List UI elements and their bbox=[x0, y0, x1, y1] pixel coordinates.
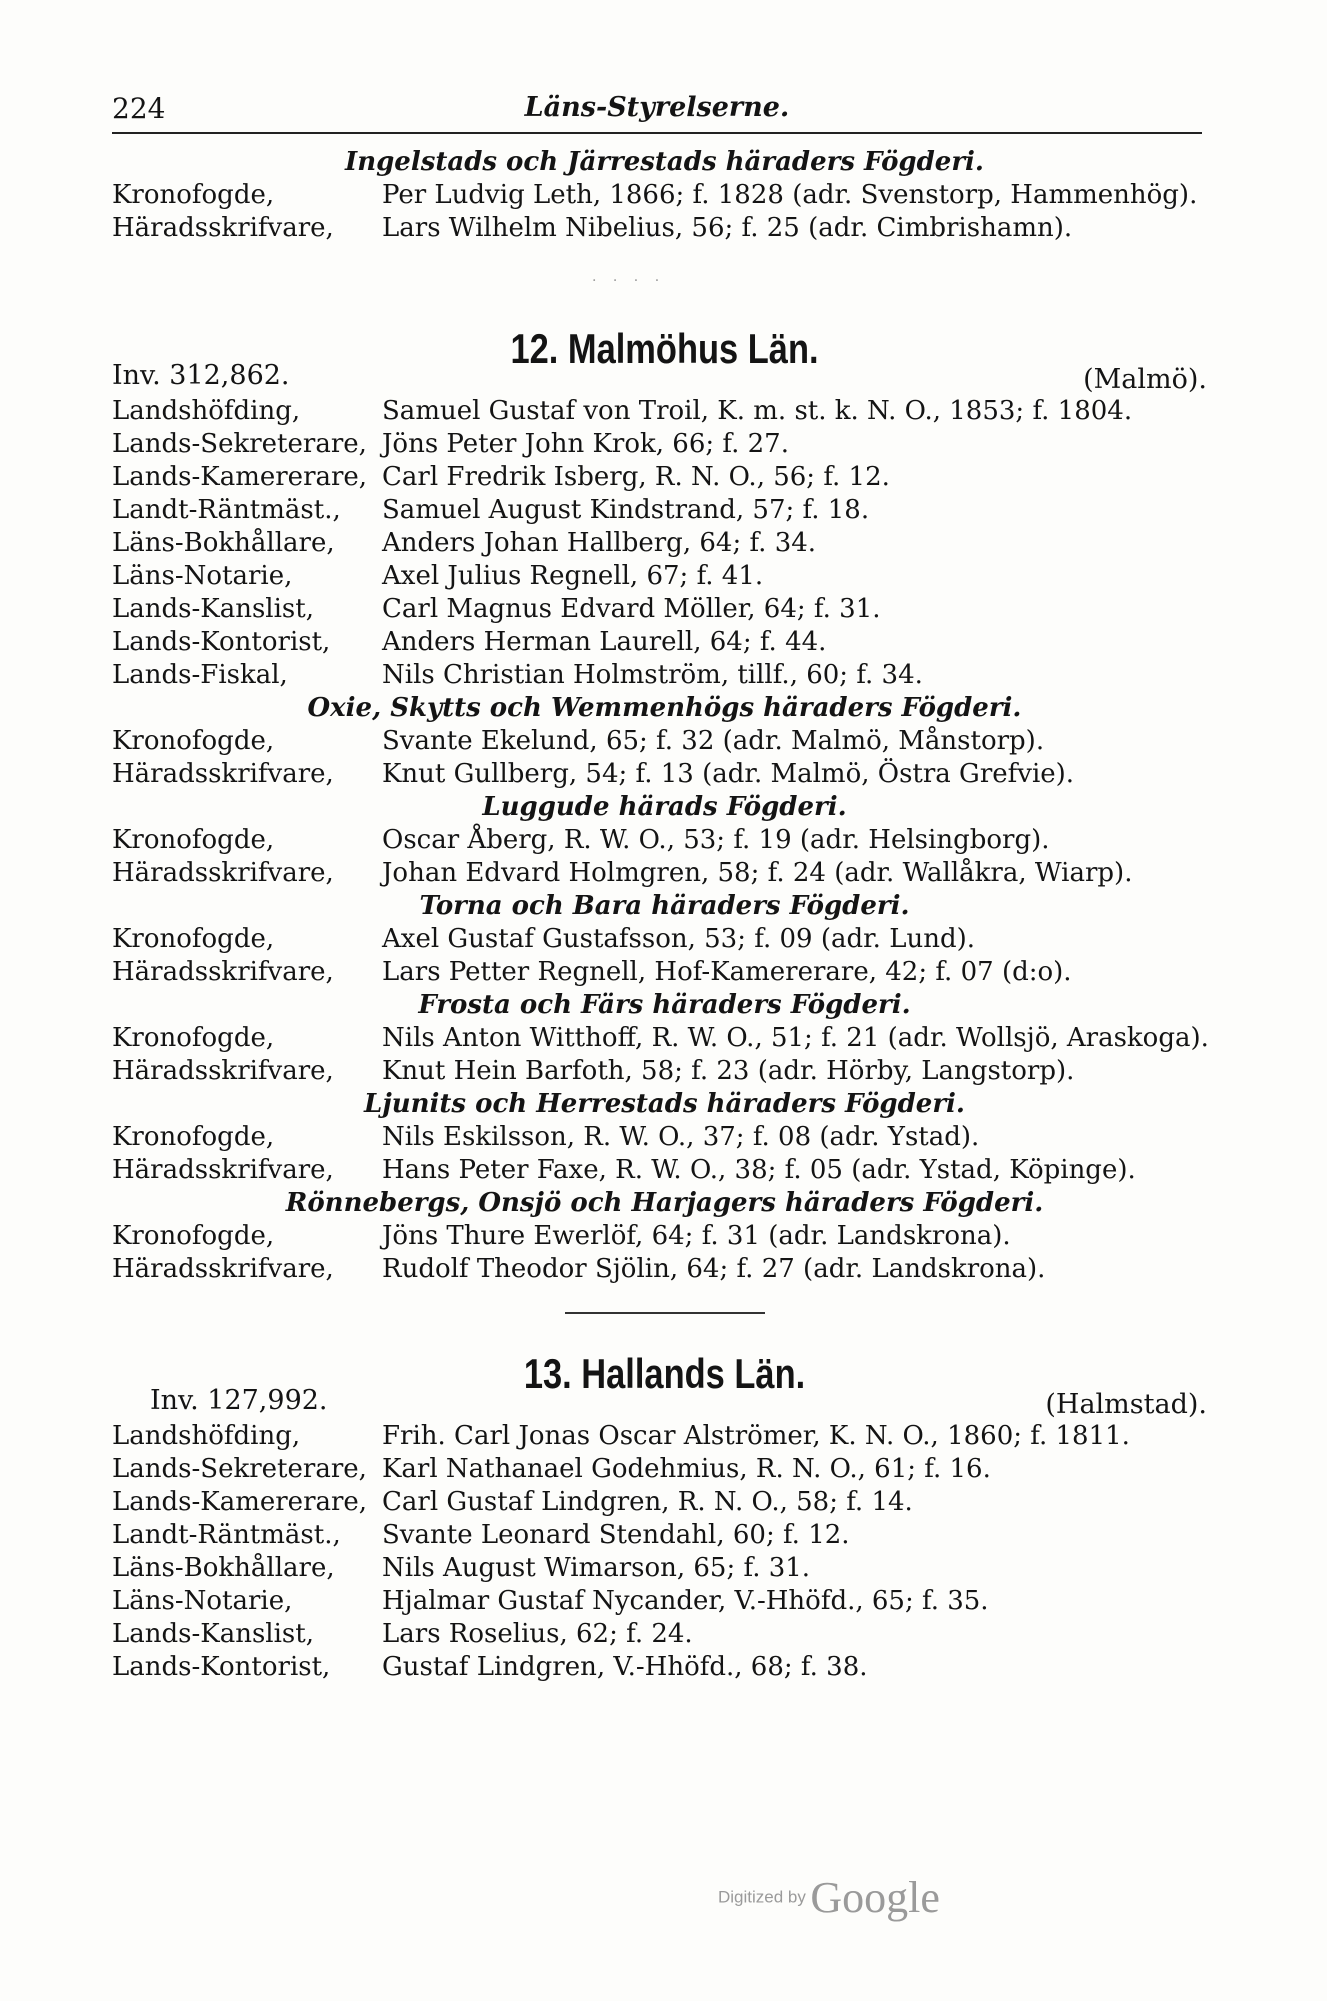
title-label: Lands-Kamererare, bbox=[112, 1487, 368, 1517]
official-row bbox=[112, 857, 1217, 890]
section-divider bbox=[565, 1312, 765, 1314]
official-row bbox=[112, 593, 1217, 626]
official-entry: Nils Anton Witthoff, R. W. O., 51; f. 21 (adr. Wollsjö, Araskoga). bbox=[382, 1023, 1209, 1053]
official-entry: Knut Gullberg, 54; f. 13 (adr. Malmö, Östra Grefvie). bbox=[382, 759, 1075, 789]
official-row bbox=[112, 494, 1217, 527]
official-row bbox=[112, 461, 1217, 494]
running-title: Läns-Styrelserne. bbox=[524, 92, 790, 123]
official-row bbox=[112, 923, 1217, 956]
county-heading-hallands bbox=[112, 1344, 1217, 1420]
google-logo: Google bbox=[810, 1873, 940, 1922]
county-inhabitants: Inv. 127,992. bbox=[150, 1385, 328, 1416]
title-label: Kronofogde, bbox=[112, 924, 275, 954]
title-label: Häradsskrifvare, bbox=[112, 213, 334, 243]
official-entry: Oscar Åberg, R. W. O., 53; f. 19 (adr. Helsingborg). bbox=[382, 825, 1050, 855]
official-entry: Carl Gustaf Lindgren, R. N. O., 58; f. 14. bbox=[382, 1487, 913, 1517]
title-label: Landshöfding, bbox=[112, 1421, 301, 1451]
official-row bbox=[112, 1022, 1217, 1055]
official-row bbox=[112, 824, 1217, 857]
title-label: Läns-Notarie, bbox=[112, 1586, 293, 1616]
official-entry: Carl Fredrik Isberg, R. N. O., 56; f. 12. bbox=[382, 462, 890, 492]
title-label: Läns-Notarie, bbox=[112, 561, 293, 591]
official-row bbox=[112, 1420, 1217, 1453]
fogderi-heading: Frosta och Färs häraders Fögderi. bbox=[418, 990, 911, 1020]
official-row bbox=[112, 1519, 1217, 1552]
official-row bbox=[112, 1055, 1217, 1088]
title-label: Lands-Kanslist, bbox=[112, 1619, 314, 1649]
official-entry: Svante Leonard Stendahl, 60; f. 12. bbox=[382, 1520, 850, 1550]
fogderi-heading: Torna och Bara häraders Fögderi. bbox=[419, 891, 910, 921]
title-label: Kronofogde, bbox=[112, 726, 275, 756]
official-row bbox=[112, 1220, 1217, 1253]
official-row bbox=[112, 1651, 1217, 1684]
title-label: Lands-Kontorist, bbox=[112, 1652, 331, 1682]
official-entry: Lars Roselius, 62; f. 24. bbox=[382, 1619, 693, 1649]
separator-dots: · · · · bbox=[592, 273, 666, 289]
title-label: Landt-Räntmäst., bbox=[112, 495, 341, 525]
official-entry: Gustaf Lindgren, V.-Hhöfd., 68; f. 38. bbox=[382, 1652, 868, 1682]
fogderi-heading: Rönnebergs, Onsjö och Harjagers häraders Fögderi. bbox=[285, 1188, 1044, 1218]
title-label: Lands-Sekreterare, bbox=[112, 1454, 367, 1484]
official-entry: Karl Nathanael Godehmius, R. N. O., 61; f. 16. bbox=[382, 1454, 991, 1484]
official-entry: Johan Edvard Holmgren, 58; f. 24 (adr. Wallåkra, Wiarp). bbox=[382, 858, 1133, 888]
official-row bbox=[112, 1154, 1217, 1187]
county-title: 13. Hallands Län. bbox=[523, 1350, 806, 1397]
fogderi-heading: Oxie, Skytts och Wemmenhögs häraders Fögderi. bbox=[307, 693, 1022, 723]
title-label: Lands-Kontorist, bbox=[112, 627, 331, 657]
title-label: Häradsskrifvare, bbox=[112, 1056, 334, 1086]
official-row bbox=[112, 956, 1217, 989]
official-row bbox=[112, 428, 1217, 461]
title-label: Häradsskrifvare, bbox=[112, 957, 334, 987]
page-header bbox=[112, 92, 1202, 134]
official-entry: Samuel August Kindstrand, 57; f. 18. bbox=[382, 495, 870, 525]
official-entry: Nils Eskilsson, R. W. O., 37; f. 08 (adr. Ystad). bbox=[382, 1122, 980, 1152]
title-label: Kronofogde, bbox=[112, 1122, 275, 1152]
title-label: Lands-Sekreterare, bbox=[112, 429, 367, 459]
official-entry: Hjalmar Gustaf Nycander, V.-Hhöfd., 65; f. 35. bbox=[382, 1586, 989, 1616]
page-content bbox=[112, 146, 1217, 1684]
official-entry: Lars Petter Regnell, Hof-Kamererare, 42; f. 07 (d:o). bbox=[382, 957, 1072, 987]
official-entry: Rudolf Theodor Sjölin, 64; f. 27 (adr. Landskrona). bbox=[382, 1254, 1046, 1284]
county-heading-malmohus bbox=[112, 319, 1217, 395]
official-entry: Svante Ekelund, 65; f. 32 (adr. Malmö, Månstorp). bbox=[382, 726, 1045, 756]
official-entry: Axel Julius Regnell, 67; f. 41. bbox=[382, 561, 764, 591]
official-entry: Axel Gustaf Gustafsson, 53; f. 09 (adr. Lund). bbox=[382, 924, 976, 954]
official-entry: Per Ludvig Leth, 1866; f. 1828 (adr. Svenstorp, Hammenhög). bbox=[382, 180, 1198, 210]
official-entry: Carl Magnus Edvard Möller, 64; f. 31. bbox=[382, 594, 881, 624]
title-label: Landshöfding, bbox=[112, 396, 301, 426]
official-row bbox=[112, 1585, 1217, 1618]
title-label: Läns-Bokhållare, bbox=[112, 1553, 335, 1583]
official-entry: Anders Johan Hallberg, 64; f. 34. bbox=[382, 528, 817, 558]
digitization-watermark bbox=[718, 1872, 940, 1923]
official-entry: Lars Wilhelm Nibelius, 56; f. 25 (adr. Cimbrishamn). bbox=[382, 213, 1073, 243]
county-inhabitants: Inv. 312,862. bbox=[112, 360, 290, 391]
title-label: Landt-Räntmäst., bbox=[112, 1520, 341, 1550]
official-row bbox=[112, 725, 1217, 758]
official-row bbox=[112, 395, 1217, 428]
title-label: Lands-Kanslist, bbox=[112, 594, 314, 624]
title-label: Lands-Kamererare, bbox=[112, 462, 368, 492]
official-entry: Samuel Gustaf von Troil, K. m. st. k. N. O., 1853; f. 1804. bbox=[382, 396, 1133, 426]
fogderi-heading: Luggude härads Fögderi. bbox=[482, 792, 847, 822]
county-seat: (Halmstad). bbox=[1045, 1389, 1207, 1420]
county-title: 12. Malmöhus Län. bbox=[510, 325, 819, 372]
official-row bbox=[112, 1618, 1217, 1651]
official-entry: Nils Christian Holmström, tillf., 60; f. 34. bbox=[382, 660, 923, 690]
official-entry: Jöns Peter John Krok, 66; f. 27. bbox=[382, 429, 789, 459]
official-row bbox=[112, 560, 1217, 593]
title-label: Kronofogde, bbox=[112, 1023, 275, 1053]
official-row bbox=[112, 1552, 1217, 1585]
official-entry: Knut Hein Barfoth, 58; f. 23 (adr. Hörby, Langstorp). bbox=[382, 1056, 1075, 1086]
official-entry: Anders Herman Laurell, 64; f. 44. bbox=[382, 627, 827, 657]
title-label: Kronofogde, bbox=[112, 825, 275, 855]
official-row bbox=[112, 1486, 1217, 1519]
title-label: Lands-Fiskal, bbox=[112, 660, 288, 690]
county-seat: (Malmö). bbox=[1083, 364, 1207, 395]
fogderi-heading: Ljunits och Herrestads häraders Fögderi. bbox=[364, 1089, 965, 1119]
fogderi-heading: Ingelstads och Järrestads häraders Fögderi. bbox=[345, 147, 984, 177]
official-row bbox=[112, 1121, 1217, 1154]
official-entry: Frih. Carl Jonas Oscar Alströmer, K. N. O., 1860; f. 1811. bbox=[382, 1421, 1130, 1451]
official-entry: Jöns Thure Ewerlöf, 64; f. 31 (adr. Landskrona). bbox=[382, 1221, 1011, 1251]
official-row bbox=[112, 659, 1217, 692]
title-label: Häradsskrifvare, bbox=[112, 1254, 334, 1284]
title-label: Läns-Bokhållare, bbox=[112, 528, 335, 558]
official-row bbox=[112, 1253, 1217, 1286]
official-entry: Hans Peter Faxe, R. W. O., 38; f. 05 (adr. Ystad, Köpinge). bbox=[382, 1155, 1136, 1185]
official-row bbox=[112, 179, 1217, 212]
title-label: Häradsskrifvare, bbox=[112, 1155, 334, 1185]
page-number: 224 bbox=[112, 92, 166, 125]
official-row bbox=[112, 626, 1217, 659]
title-label: Häradsskrifvare, bbox=[112, 759, 334, 789]
official-entry: Nils August Wimarson, 65; f. 31. bbox=[382, 1553, 811, 1583]
title-label: Kronofogde, bbox=[112, 1221, 275, 1251]
title-label: Häradsskrifvare, bbox=[112, 858, 334, 888]
official-row bbox=[112, 1453, 1217, 1486]
official-row bbox=[112, 212, 1217, 245]
watermark-prefix: Digitized by bbox=[718, 1887, 806, 1907]
official-row bbox=[112, 758, 1217, 791]
official-row bbox=[112, 527, 1217, 560]
title-label: Kronofogde, bbox=[112, 180, 275, 210]
